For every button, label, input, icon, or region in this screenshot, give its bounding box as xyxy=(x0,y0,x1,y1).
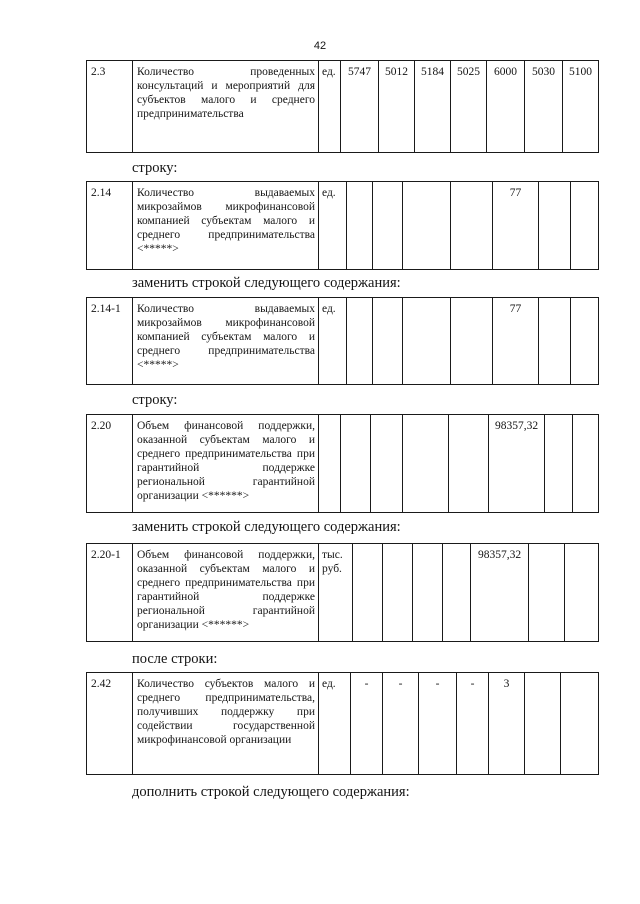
row-value: 5030 xyxy=(525,61,563,153)
row-value: 98357,32 xyxy=(471,544,529,642)
row-value xyxy=(443,544,471,642)
row-value xyxy=(539,182,571,270)
row-number: 2.3 xyxy=(87,61,133,153)
row-value xyxy=(373,182,403,270)
row-number: 2.20 xyxy=(87,415,133,513)
row-description: Количество выдаваемых микрозаймов микрофинансовой компанией субъектам малого и среднего предпринимательства <*****> xyxy=(133,182,319,270)
row-value xyxy=(571,298,599,385)
row-value xyxy=(565,544,599,642)
row-value: 5747 xyxy=(341,61,379,153)
row-value xyxy=(571,182,599,270)
row-description: Объем финансовой поддержки, оказанной субъектам малого и среднего предпринимательства при гарантийной поддержке региональной гарантийной организации <******> xyxy=(133,544,319,642)
row-unit: тыс. руб. xyxy=(319,544,353,642)
row-description: Количество выдаваемых микрозаймов микрофинансовой компанией субъектам малого и среднего предпринимательства <*****> xyxy=(133,298,319,385)
table-row-2-20-1 xyxy=(86,543,599,642)
row-value: 77 xyxy=(493,182,539,270)
page-number: 42 xyxy=(313,40,327,52)
row-description: Объем финансовой поддержки, оказанной субъектам малого и среднего предпринимательства при гарантийной поддержке региональной гарантийной организации <******> xyxy=(133,415,319,513)
row-number: 2.42 xyxy=(87,673,133,775)
row-value xyxy=(383,544,413,642)
table-row-2-20 xyxy=(86,414,599,513)
row-value: - xyxy=(383,673,419,775)
row-unit: ед. xyxy=(319,61,341,153)
row-value xyxy=(573,415,599,513)
row-value: - xyxy=(457,673,489,775)
row-number: 2.20-1 xyxy=(87,544,133,642)
table-row-2-14 xyxy=(86,181,599,270)
row-value xyxy=(449,415,489,513)
row-value: 5184 xyxy=(415,61,451,153)
row-value xyxy=(451,182,493,270)
row-value: 3 xyxy=(489,673,525,775)
table-row-2-42 xyxy=(86,672,599,775)
row-value: 77 xyxy=(493,298,539,385)
row-value xyxy=(341,415,371,513)
row-unit xyxy=(319,415,341,513)
row-value xyxy=(539,298,571,385)
row-value xyxy=(347,182,373,270)
row-value xyxy=(561,673,599,775)
row-description: Количество субъектов малого и среднего предпринимательства, получивших поддержку при содействии государственной микрофинансовой организации xyxy=(133,673,319,775)
row-value xyxy=(403,415,449,513)
caption-row-word: строку: xyxy=(132,392,178,408)
row-value xyxy=(545,415,573,513)
row-value xyxy=(525,673,561,775)
row-value: 6000 xyxy=(487,61,525,153)
caption-add-row: дополнить строкой следующего содержания: xyxy=(132,784,410,800)
caption-replace-with: заменить строкой следующего содержания: xyxy=(132,275,401,291)
row-description: Количество проведенных консультаций и мероприятий для субъектов малого и среднего предпринимательства xyxy=(133,61,319,153)
row-value xyxy=(529,544,565,642)
caption-row-word: строку: xyxy=(132,160,178,176)
table-row-2-14-1 xyxy=(86,297,599,385)
row-value xyxy=(413,544,443,642)
row-number: 2.14 xyxy=(87,182,133,270)
row-value xyxy=(373,298,403,385)
row-value: 5012 xyxy=(379,61,415,153)
table-row-2-3 xyxy=(86,60,599,153)
row-value xyxy=(347,298,373,385)
row-value: 5100 xyxy=(563,61,599,153)
row-unit: ед. xyxy=(319,298,347,385)
row-value xyxy=(371,415,403,513)
row-value xyxy=(451,298,493,385)
row-number: 2.14-1 xyxy=(87,298,133,385)
row-unit: ед. xyxy=(319,182,347,270)
row-value: - xyxy=(419,673,457,775)
caption-replace-with: заменить строкой следующего содержания: xyxy=(132,519,401,535)
row-value: - xyxy=(351,673,383,775)
caption-after-row: после строки: xyxy=(132,651,218,667)
row-value xyxy=(403,182,451,270)
row-value xyxy=(353,544,383,642)
row-value: 98357,32 xyxy=(489,415,545,513)
row-unit: ед. xyxy=(319,673,351,775)
row-value: 5025 xyxy=(451,61,487,153)
row-value xyxy=(403,298,451,385)
